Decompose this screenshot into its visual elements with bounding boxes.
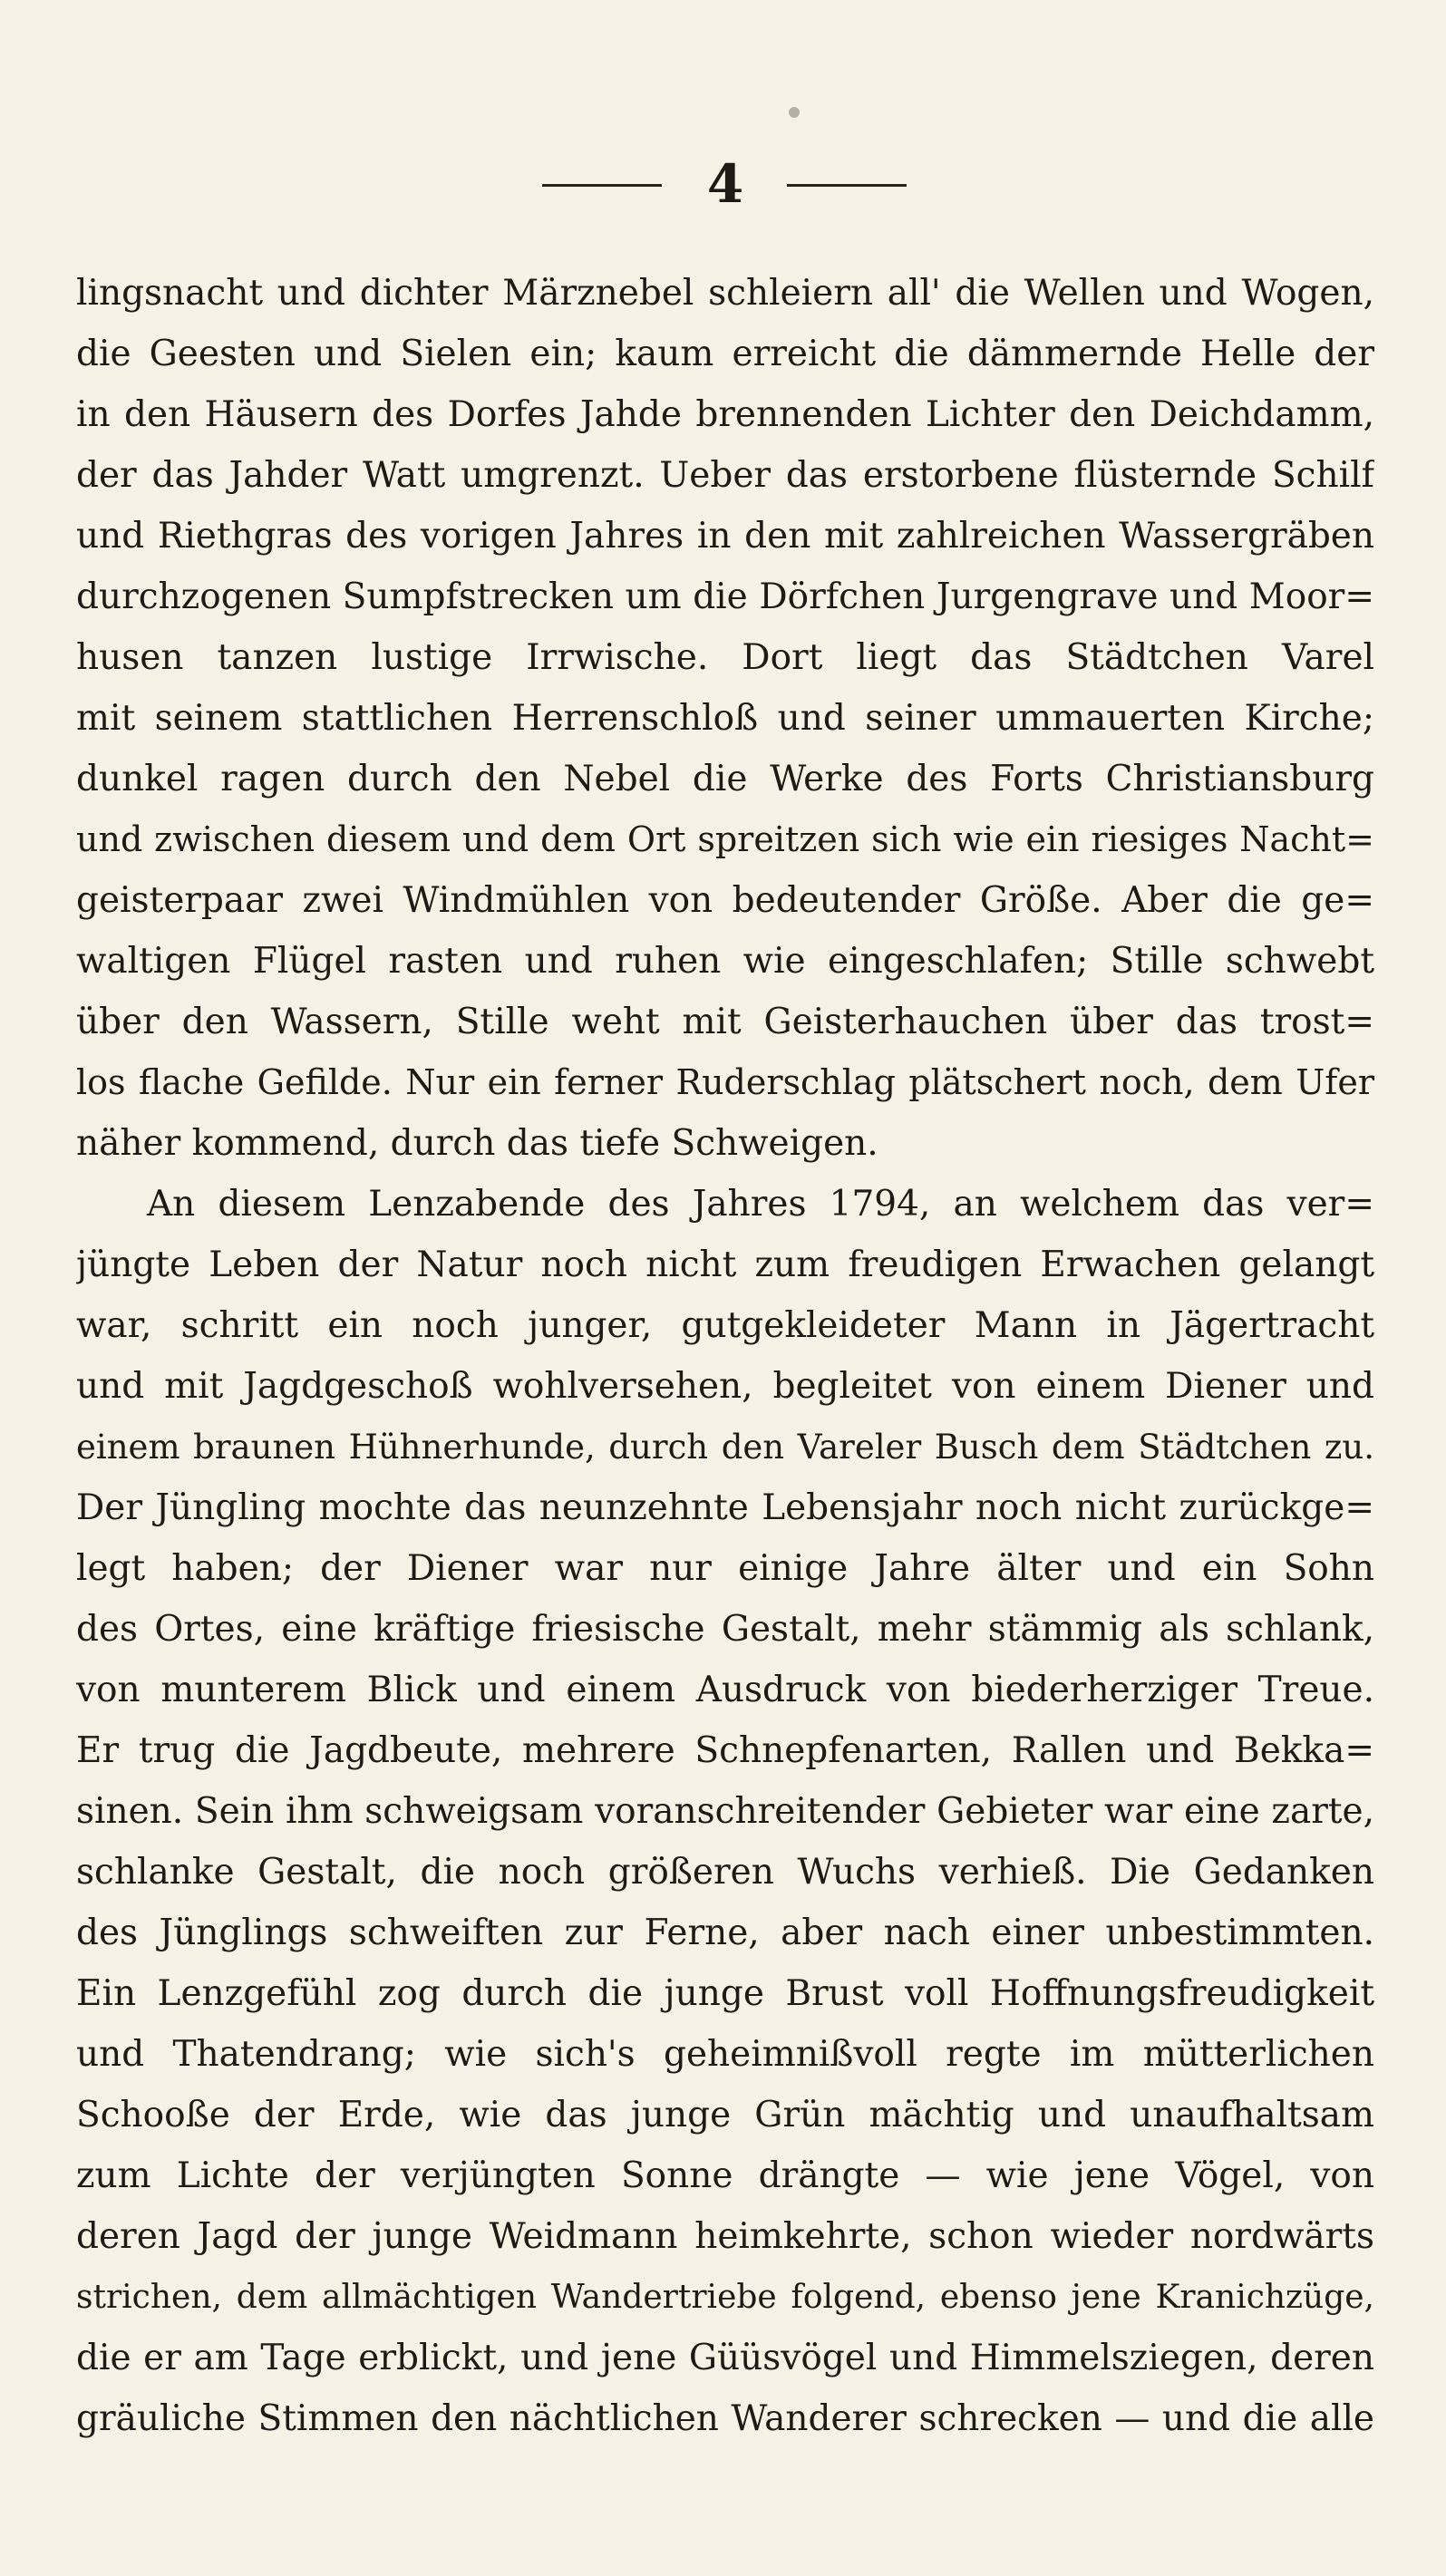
text-line: lingsnacht und dichter Märznebel schleiern all' die Wellen und Wogen, (76, 273, 1374, 314)
text-line: in den Häusern des Dorfes Jahde brennenden Lichter den Deichdamm, (76, 394, 1374, 435)
text-line: strichen, dem allmächtigen Wandertriebe folgend, ebenso jene Kranichzüge, (76, 2279, 1374, 2316)
text-line: deren Jagd der junge Weidmann heimkehrte, schon wieder nordwärts (76, 2216, 1374, 2257)
text-line: waltigen Flügel rasten und ruhen wie eingeschlafen; Stille schwebt (76, 941, 1374, 982)
text-line: und zwischen diesem und dem Ort spreitzen sich wie ein riesiges Nacht= (76, 819, 1374, 859)
text-line: gräuliche Stimmen den nächtlichen Wanderer schrecken — und die alle (76, 2398, 1374, 2439)
text-line: Schooße der Erde, wie das junge Grün mächtig und unaufhaltsam (76, 2095, 1374, 2135)
text-line: und Thatendrang; wie sich's geheimnißvoll regte im mütterlichen (76, 2034, 1374, 2075)
text-line: über den Wassern, Stille weht mit Geisterhauchen über das trost= (76, 1002, 1374, 1042)
body-text (76, 263, 1374, 2449)
text-line: einem braunen Hühnerhunde, durch den Vareler Busch dem Städtchen zu. (76, 1428, 1374, 1467)
text-line: mit seinem stattlichen Herrenschloß und seiner ummauerten Kirche; (76, 698, 1374, 739)
text-line: und mit Jagdgeschoß wohlversehen, begleitet von einem Diener und (76, 1366, 1374, 1407)
text-line: war, schritt ein noch junger, gutgekleideter Mann in Jägertracht (76, 1305, 1374, 1346)
text-line: zum Lichte der verjüngten Sonne drängte — wie jene Vögel, von (76, 2155, 1374, 2196)
text-line: schlanke Gestalt, die noch größeren Wuchs verhieß. Die Gedanken (76, 1852, 1374, 1893)
text-line: sinen. Sein ihm schweigsam voranschreitender Gebieter war eine zarte, (76, 1791, 1374, 1832)
text-line: durchzogenen Sumpfstrecken um die Dörfchen Jurgengrave und Moor= (76, 576, 1374, 617)
text-line: Der Jüngling mochte das neunzehnte Lebensjahr noch nicht zurückge= (76, 1487, 1374, 1528)
text-line: und Riethgras des vorigen Jahres in den mit zahlreichen Wassergräben (76, 516, 1374, 557)
paragraph-2 (76, 1174, 1374, 2449)
text-line: des Jünglings schweiften zur Ferne, aber nach einer unbestimmten. (76, 1913, 1374, 1953)
page-number: 4 (706, 153, 744, 215)
text-line: Er trug die Jagdbeute, mehrere Schnepfenarten, Rallen und Bekka= (76, 1730, 1374, 1771)
text-line: Ein Lenzgefühl zog durch die junge Brust voll Hoffnungsfreudigkeit (76, 1973, 1374, 2014)
text-line: der das Jahder Watt umgrenzt. Ueber das erstorbene flüsternde Schilf (76, 455, 1374, 496)
ink-speck (789, 107, 800, 118)
text-line: näher kommend, durch das tiefe Schweigen. (76, 1123, 878, 1164)
text-line: husen tanzen lustige Irrwische. Dort liegt das Städtchen Varel (76, 637, 1374, 678)
text-line: geisterpaar zwei Windmühlen von bedeutender Größe. Aber die ge= (76, 880, 1374, 921)
paragraph-1 (76, 263, 1374, 1174)
page-header (0, 152, 1446, 216)
text-line: dunkel ragen durch den Nebel die Werke des Forts Christiansburg (76, 759, 1374, 799)
text-line: die Geesten und Sielen ein; kaum erreicht die dämmernde Helle der (76, 334, 1374, 374)
header-rule-right (787, 184, 907, 187)
text-line: die er am Tage erblickt, und jene Güüsvögel und Himmelsziegen, deren (76, 2338, 1374, 2378)
text-line: von munterem Blick und einem Ausdruck von biederherziger Treue. (76, 1670, 1374, 1710)
text-line: los flache Gefilde. Nur ein ferner Ruderschlag plätschert noch, dem Ufer (76, 1062, 1374, 1102)
text-line: des Ortes, eine kräftige friesische Gestalt, mehr stämmig als schlank, (76, 1609, 1374, 1650)
text-line: legt haben; der Diener war nur einige Jahre älter und ein Sohn (76, 1548, 1374, 1589)
text-line: jüngte Leben der Natur noch nicht zum freudigen Erwachen gelangt (76, 1244, 1374, 1285)
text-line: An diesem Lenzabende des Jahres 1794, an welchem das ver= (147, 1184, 1374, 1225)
header-rule-left (542, 184, 662, 187)
